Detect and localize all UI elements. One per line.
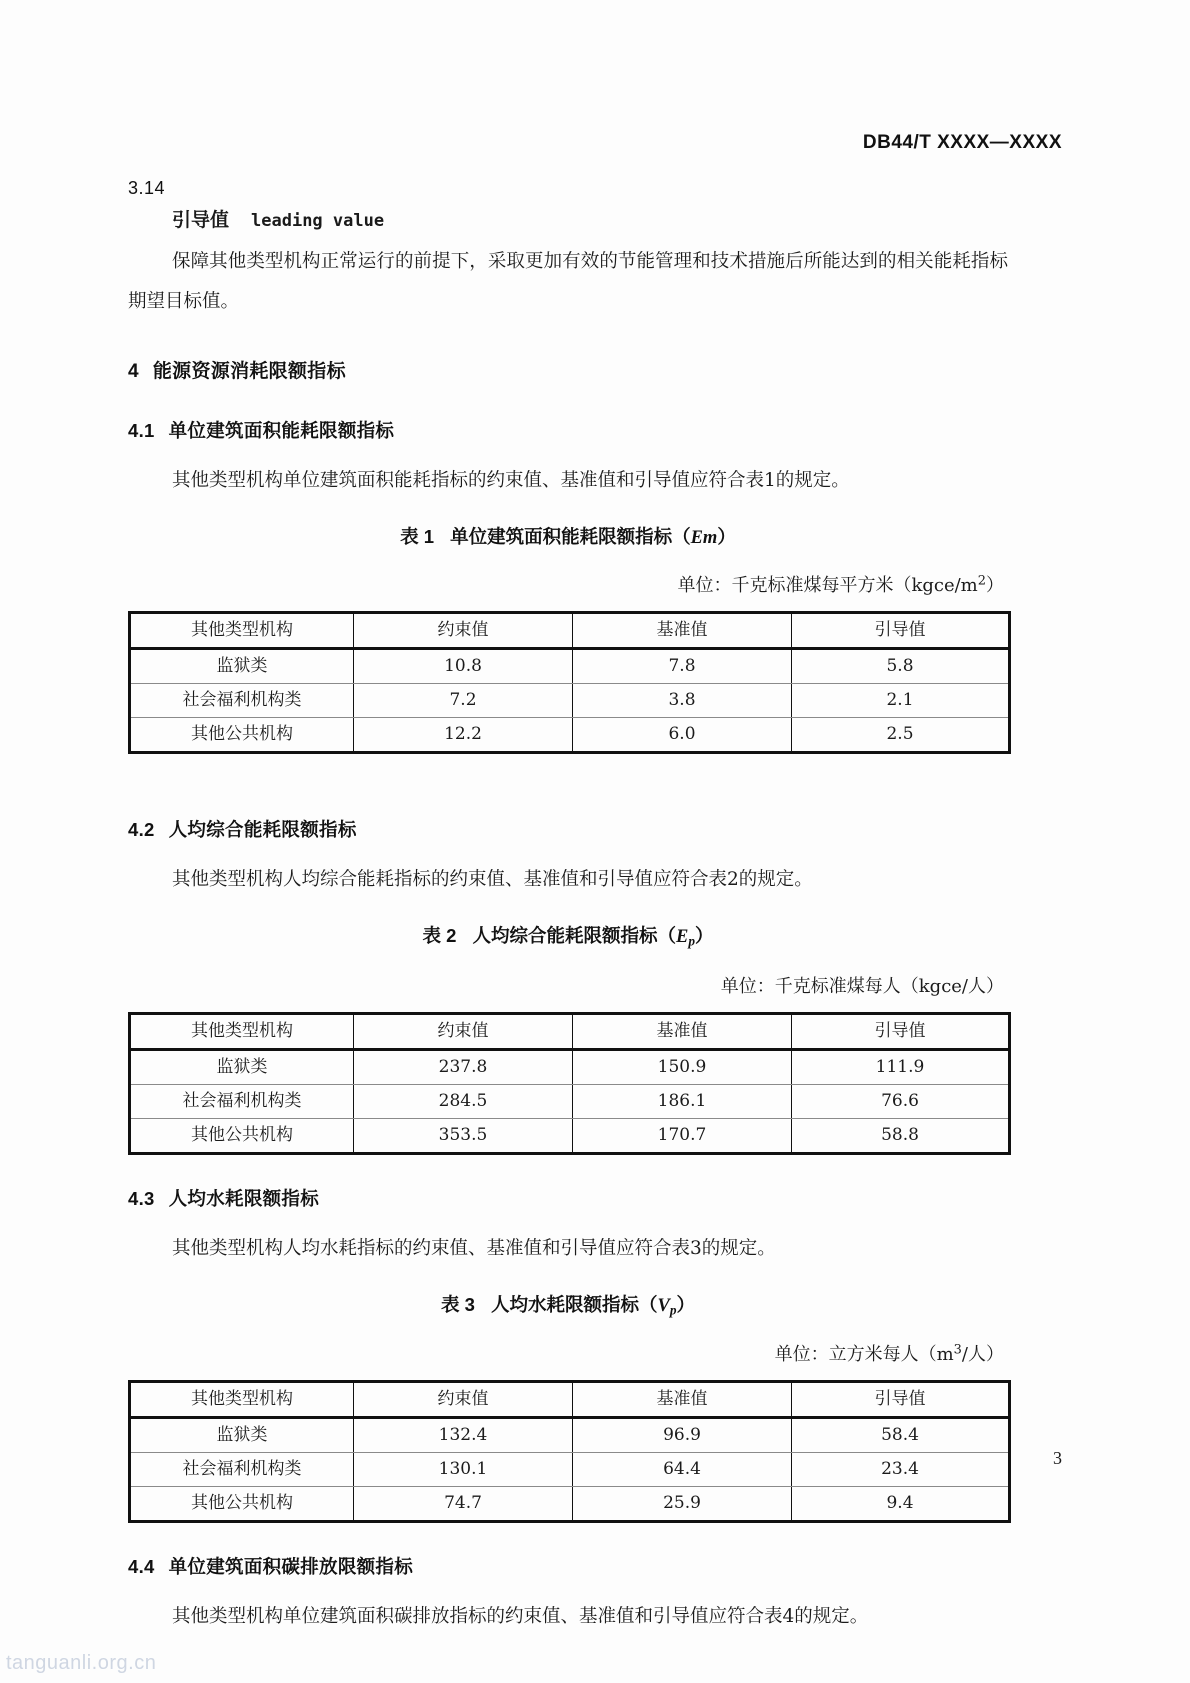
- table2-r1c3: 76.6: [792, 1084, 1010, 1118]
- table1-r2c1: 12.2: [354, 718, 573, 753]
- table1-r1c1: 7.2: [354, 684, 573, 718]
- table3-r1c2: 64.4: [573, 1453, 792, 1487]
- table2-col-2: 基准值: [573, 1013, 792, 1049]
- table1-col-1: 约束值: [354, 613, 573, 649]
- table1-r0c0: 监狱类: [130, 649, 354, 684]
- table1-col-0: 其他类型机构: [130, 613, 354, 649]
- page-header-standard-code: DB44/T XXXX—XXXX: [862, 132, 1062, 153]
- table1-r1c3: 2.1: [792, 684, 1010, 718]
- table2-col-0: 其他类型机构: [130, 1013, 354, 1049]
- table3-unit-label: 单位：立方米每人（m: [774, 1344, 954, 1366]
- section-number-4: 4: [128, 361, 139, 382]
- subsection-paragraph-42: 其他类型机构人均综合能耗指标的约束值、基准值和引导值应符合表2的规定。: [172, 869, 813, 890]
- table3-r0c0: 监狱类: [130, 1418, 354, 1453]
- table2-r0c3: 111.9: [792, 1049, 1010, 1084]
- table-row: [130, 1049, 1010, 1084]
- table3-r0c3: 58.4: [792, 1418, 1010, 1453]
- subsection-title-42: 人均综合能耗限额指标: [168, 819, 357, 840]
- table3-caption-close: ）: [676, 1293, 695, 1315]
- table1-unit-exponent: 2: [977, 573, 986, 589]
- table2-r2c1: 353.5: [354, 1118, 573, 1153]
- table2-r0c0: 监狱类: [130, 1049, 354, 1084]
- table3-header-row: [130, 1382, 1010, 1418]
- page-number: 3: [1053, 1448, 1062, 1468]
- term-name-en: leading value: [251, 211, 385, 231]
- table2-caption-symbol-sub: p: [688, 933, 695, 949]
- table2-r0c2: 150.9: [573, 1049, 792, 1084]
- subsection-number-41: 4.1: [128, 420, 155, 441]
- table1-r2c0: 其他公共机构: [130, 718, 354, 753]
- table1-col-2: 基准值: [573, 613, 792, 649]
- term-definition: 保障其他类型机构正常运行的前提下，采取更加有效的节能管理和技术措施后所能达到的相关能耗指标期望目标值。: [128, 251, 1008, 312]
- table1-r0c3: 5.8: [792, 649, 1010, 684]
- subsection-title-44: 单位建筑面积碳排放限额指标: [168, 1556, 414, 1578]
- table1-caption: [128, 523, 1008, 549]
- subsection-heading-43: [128, 1185, 1008, 1211]
- table-row: [130, 1118, 1010, 1153]
- table3-r2c1: 74.7: [354, 1487, 573, 1522]
- table2-r2c2: 170.7: [573, 1118, 792, 1153]
- subsection-title-43: 人均水耗限额指标: [168, 1187, 320, 1209]
- table2-caption-number: 表 2: [422, 925, 457, 946]
- table3-col-0: 其他类型机构: [130, 1382, 354, 1418]
- table2-r2c3: 58.8: [792, 1118, 1010, 1153]
- table3-col-3: 引导值: [792, 1382, 1010, 1418]
- table2-col-1: 约束值: [354, 1013, 573, 1049]
- table3-r2c0: 其他公共机构: [130, 1487, 354, 1522]
- table3-unit-close: /人）: [961, 1344, 1004, 1366]
- table3-r1c0: 社会福利机构类: [130, 1453, 354, 1487]
- table3-r1c1: 130.1: [354, 1453, 573, 1487]
- table1-caption-title: 单位建筑面积能耗限额指标（: [450, 526, 691, 547]
- table-row: [130, 718, 1010, 753]
- table1-col-3: 引导值: [792, 613, 1010, 649]
- subsection-paragraph-41: 其他类型机构单位建筑面积能耗指标的约束值、基准值和引导值应符合表1的规定。: [172, 470, 850, 491]
- table3-r1c3: 23.4: [792, 1453, 1010, 1487]
- table3-unit-exponent: 3: [953, 1342, 962, 1358]
- table1-header-row: [130, 613, 1010, 649]
- subsection-paragraph-43: 其他类型机构人均水耗指标的约束值、基准值和引导值应符合表3的规定。: [172, 1237, 776, 1259]
- table2-r2c0: 其他公共机构: [130, 1118, 354, 1153]
- subsection-heading-41: [128, 417, 1008, 443]
- table3-caption-title: 人均水耗限额指标（: [490, 1293, 658, 1315]
- term-heading: [128, 205, 1008, 232]
- subsection-heading-42: [128, 816, 1008, 842]
- table3: [128, 1380, 1011, 1523]
- table3-r0c1: 132.4: [354, 1418, 573, 1453]
- table3-caption: [128, 1291, 1008, 1319]
- table1-unit-label: 单位：千克标准煤每平方米（kgce/m: [677, 575, 978, 596]
- table2-r1c2: 186.1: [573, 1084, 792, 1118]
- table1-r1c0: 社会福利机构类: [130, 684, 354, 718]
- table1-caption-close: ）: [717, 526, 736, 547]
- table1: [128, 611, 1011, 754]
- subsection-paragraph-44: 其他类型机构单位建筑面积碳排放指标的约束值、基准值和引导值应符合表4的规定。: [172, 1606, 869, 1628]
- table3-caption-symbol: V: [657, 1295, 670, 1316]
- table2-caption: [128, 922, 1008, 950]
- table2-unit-line: 单位：千克标准煤每人（kgce/人）: [720, 975, 1004, 997]
- document-content: [128, 178, 1008, 1637]
- subsection-number-43: 4.3: [128, 1187, 155, 1209]
- table-row: [130, 1453, 1010, 1487]
- table1-unit-close: ）: [986, 575, 1004, 596]
- watermark: tanguanli.org.cn: [6, 1652, 157, 1674]
- table1-r0c2: 7.8: [573, 649, 792, 684]
- table3-r2c2: 25.9: [573, 1487, 792, 1522]
- table-row: [130, 684, 1010, 718]
- table3-r2c3: 9.4: [792, 1487, 1010, 1522]
- table3-unit-line: [128, 1340, 1008, 1366]
- table1-r2c2: 6.0: [573, 718, 792, 753]
- subsection-number-42: 4.2: [128, 819, 155, 840]
- table3-r0c2: 96.9: [573, 1418, 792, 1453]
- table1-caption-number: 表 1: [400, 526, 435, 547]
- subsection-heading-44: [128, 1553, 1008, 1579]
- table1-unit-line: [128, 571, 1008, 597]
- table1-r0c1: 10.8: [354, 649, 573, 684]
- section-title-4: 能源资源消耗限额指标: [152, 361, 346, 382]
- table-row: [130, 1084, 1010, 1118]
- section-heading-4: [128, 356, 1008, 383]
- table3-col-2: 基准值: [573, 1382, 792, 1418]
- table-row: [130, 1487, 1010, 1522]
- table-row: [130, 649, 1010, 684]
- table2-r1c0: 社会福利机构类: [130, 1084, 354, 1118]
- table2-r1c1: 284.5: [354, 1084, 573, 1118]
- table-row: [130, 1418, 1010, 1453]
- term-name-cn: 引导值: [172, 210, 230, 231]
- table2-caption-title: 人均综合能耗限额指标（: [472, 925, 676, 946]
- table1-caption-symbol: Em: [690, 528, 718, 548]
- table2-r0c1: 237.8: [354, 1049, 573, 1084]
- table2: [128, 1012, 1011, 1155]
- table2-col-3: 引导值: [792, 1013, 1010, 1049]
- table1-r2c3: 2.5: [792, 718, 1010, 753]
- table3-caption-number: 表 3: [441, 1293, 475, 1315]
- table3-caption-symbol-sub: p: [669, 1302, 677, 1318]
- table1-r1c2: 3.8: [573, 684, 792, 718]
- table2-header-row: [130, 1013, 1010, 1049]
- table2-caption-close: ）: [694, 925, 714, 946]
- subsection-number-44: 4.4: [128, 1556, 155, 1578]
- table2-caption-symbol: E: [675, 927, 689, 947]
- table3-col-1: 约束值: [354, 1382, 573, 1418]
- subsection-title-41: 单位建筑面积能耗限额指标: [168, 420, 395, 441]
- term-number: 3.14: [128, 178, 166, 198]
